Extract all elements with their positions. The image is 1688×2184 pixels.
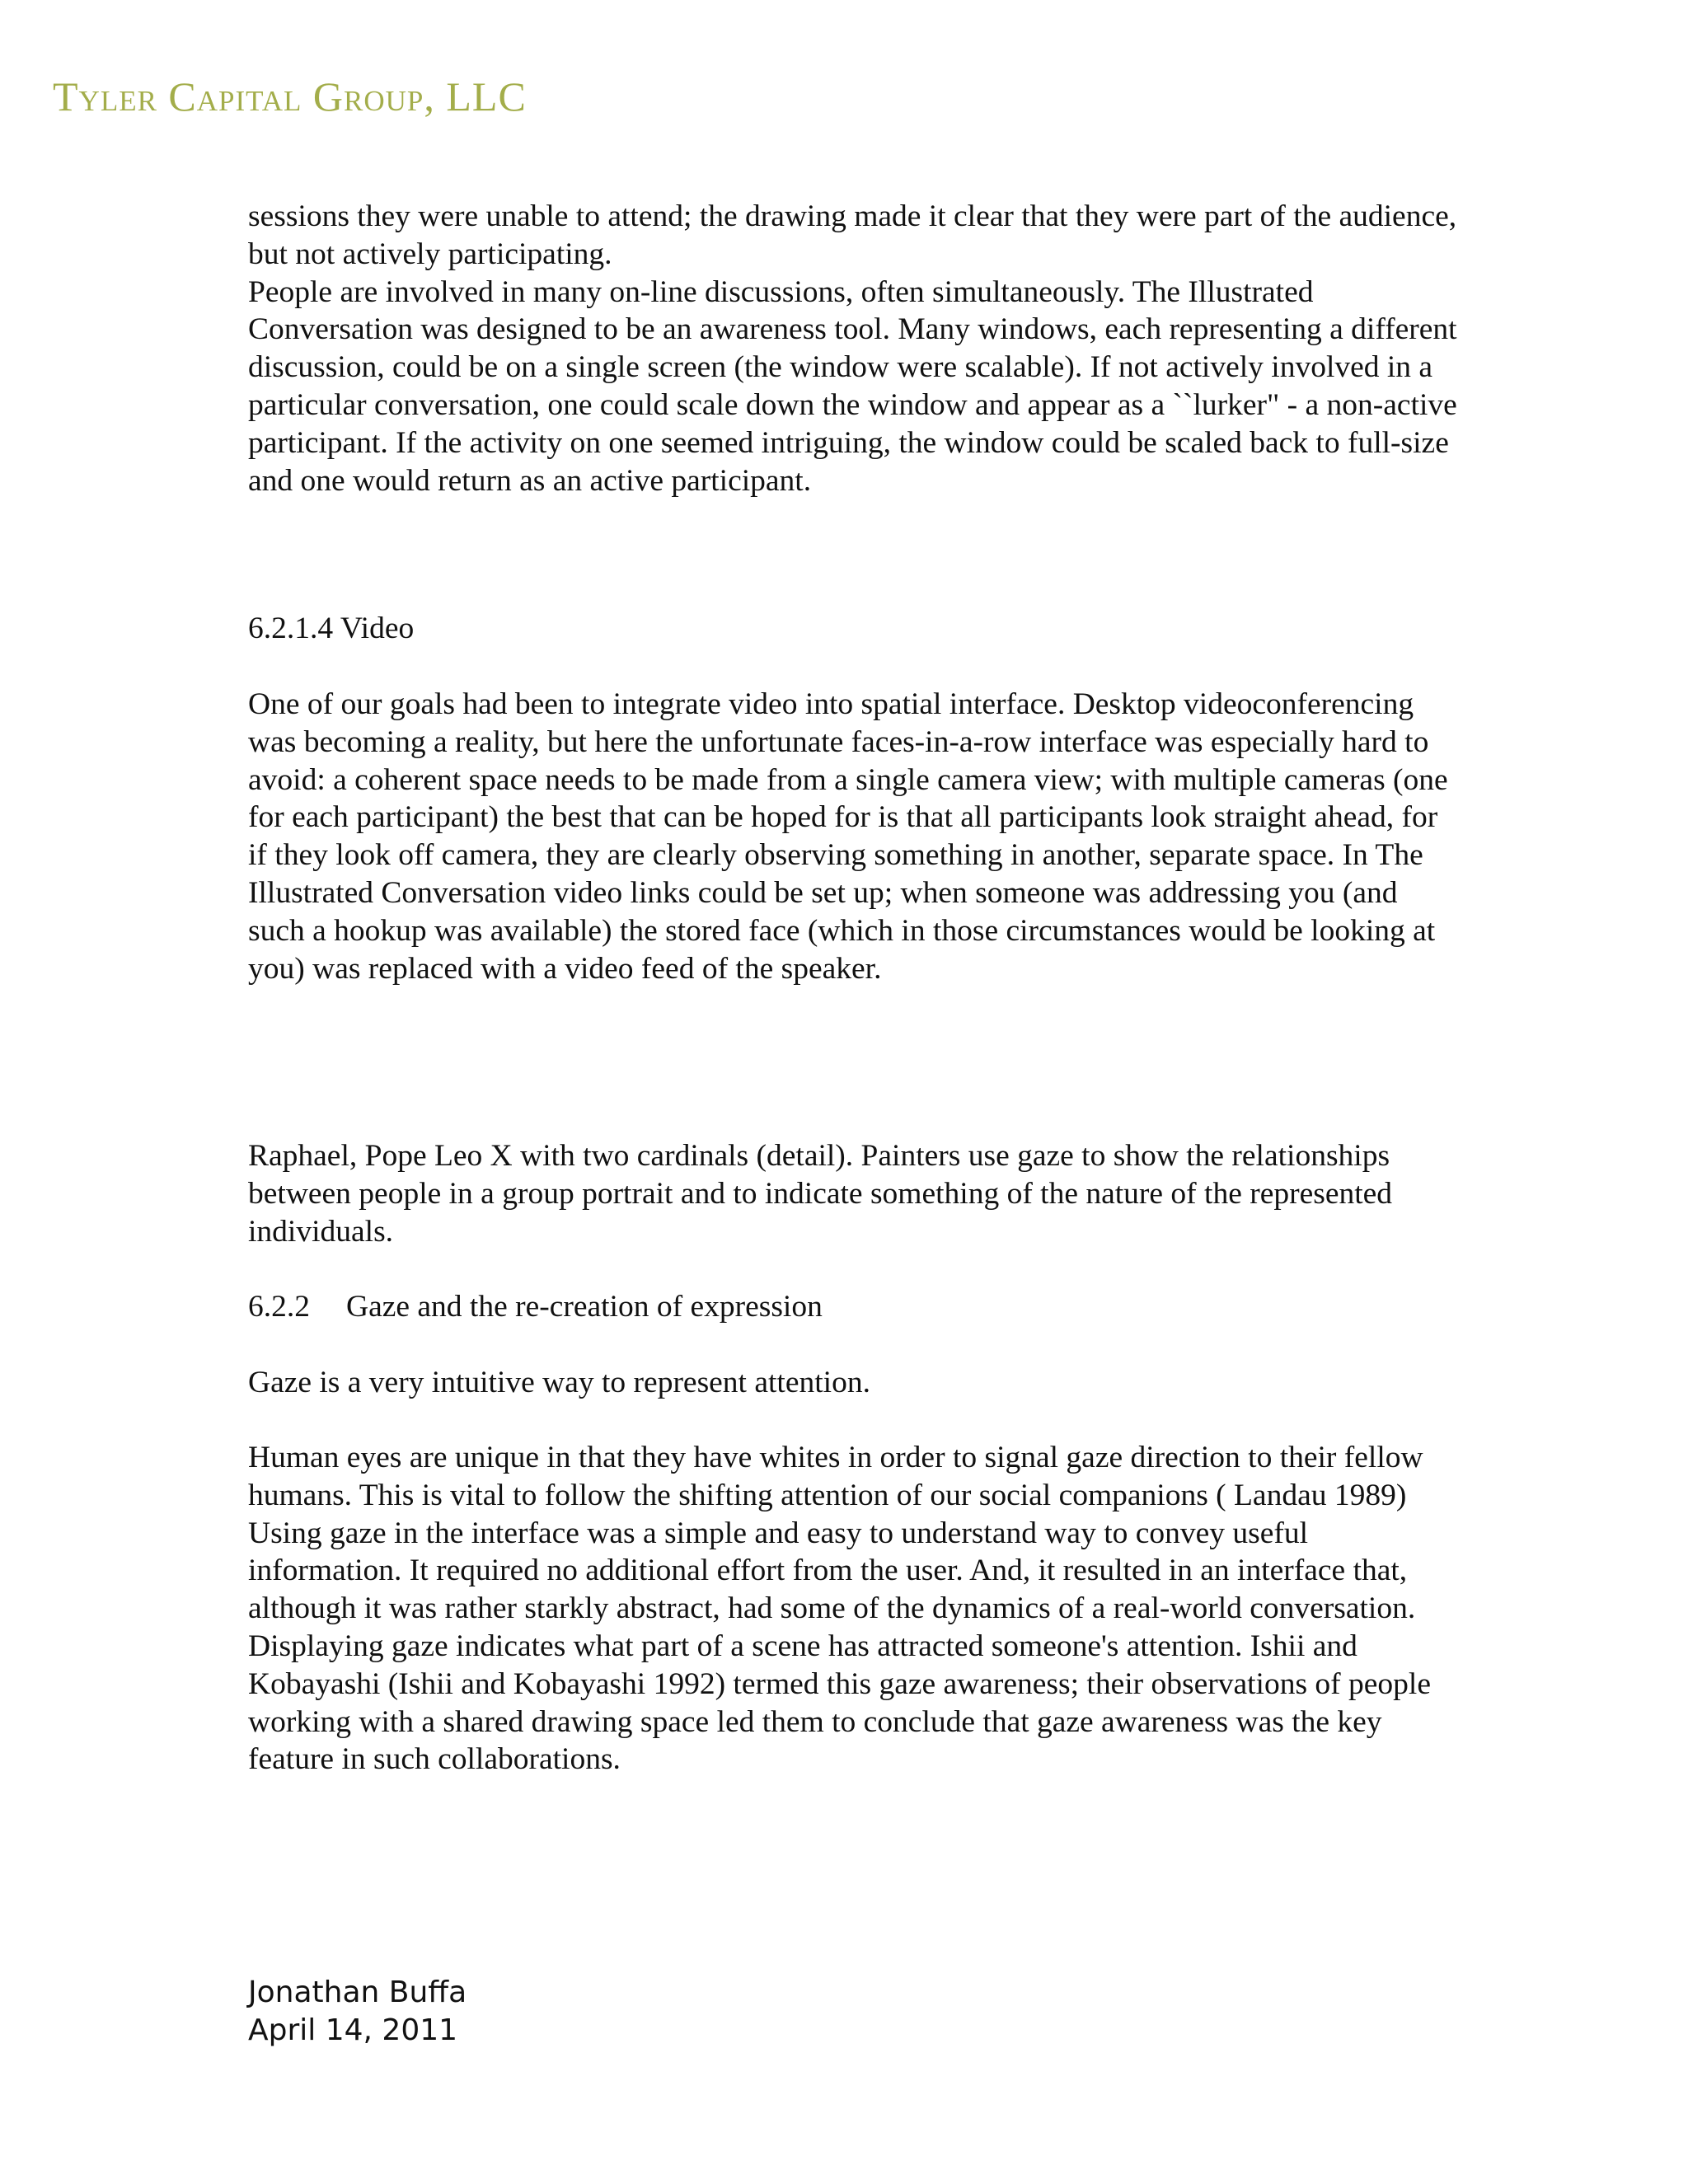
author-name: Jonathan Buffa: [248, 1975, 467, 2009]
video-paragraph: One of our goals had been to integrate video into spatial interface. Desktop videoconferencing was becoming a reality, but here the unfortunate faces-in-a-row interface was especially hard to avoid: a coherent space needs to be made from a single camera view; with multiple cameras (one for each participant) the best that can be hoped for is that all participants look straight ahead, for if they look off camera, they are clearly observing something in another, separate space. In The Illustrated Conversation video links could be set up; when someone was addressing you (and such a hookup was available) the stored face (which in those circumstances would be looking at you) was replaced with a video feed of the speaker.: [248, 687, 1448, 986]
company-letterhead: Tyler Capital Group, LLC: [53, 73, 527, 120]
figure-caption: Raphael, Pope Leo X with two cardinals (detail). Painters use gaze to show the relationships between people in a group portrait and to indicate something of the nature of the represented individuals.: [248, 1139, 1393, 1249]
paragraph: Displaying gaze indicates what part of a scene has attracted someone's attention. Ishii and Kobayashi (Ishii and Kobayashi 1992) termed this gaze awareness; their observations of people working with a shared drawing space led them to conclude that gaze awareness was the key feature in such collaborations.: [248, 1629, 1431, 1777]
paragraph: People are involved in many on-line discussions, often simultaneously. The Illustrated Conversation was designed to be an awareness tool. Many windows, each representing a different discussion, could be on a single screen (the window were scalable). If not actively involved in a particular conversation, one could scale down the window and appear as a ``lurker" - a non-active participant. If the activity on one seemed intriguing, the window could be scaled back to full-size and one would return as an active participant.: [248, 274, 1457, 498]
gaze-section: [248, 1439, 1460, 1779]
paragraph: Human eyes are unique in that they have whites in order to signal gaze direction to their fellow humans. This is vital to follow the shifting attention of our social companions ( Landau 1989): [248, 1441, 1423, 1512]
paragraph: Using gaze in the interface was a simple and easy to understand way to convey useful information. It required no additional effort from the user. And, it resulted in an interface that, although it was rather starkly abstract, had some of the dynamics of a real-world conversation.: [248, 1516, 1416, 1626]
section-title: Gaze and the re-creation of expression: [346, 1290, 823, 1324]
section-heading-video: 6.2.1.4 Video: [248, 612, 415, 645]
paragraph: sessions they were unable to attend; the drawing made it clear that they were part of the audience, but not actively participating.: [248, 199, 1457, 271]
signature-block: [248, 1974, 467, 2050]
signature-date: April 14, 2011: [248, 2013, 458, 2047]
gaze-intro: Gaze is a very intuitive way to represent attention.: [248, 1366, 870, 1399]
intro-section: [248, 198, 1460, 499]
section-number: 6.2.2: [248, 1290, 310, 1324]
section-heading-gaze: [248, 1288, 1460, 1326]
